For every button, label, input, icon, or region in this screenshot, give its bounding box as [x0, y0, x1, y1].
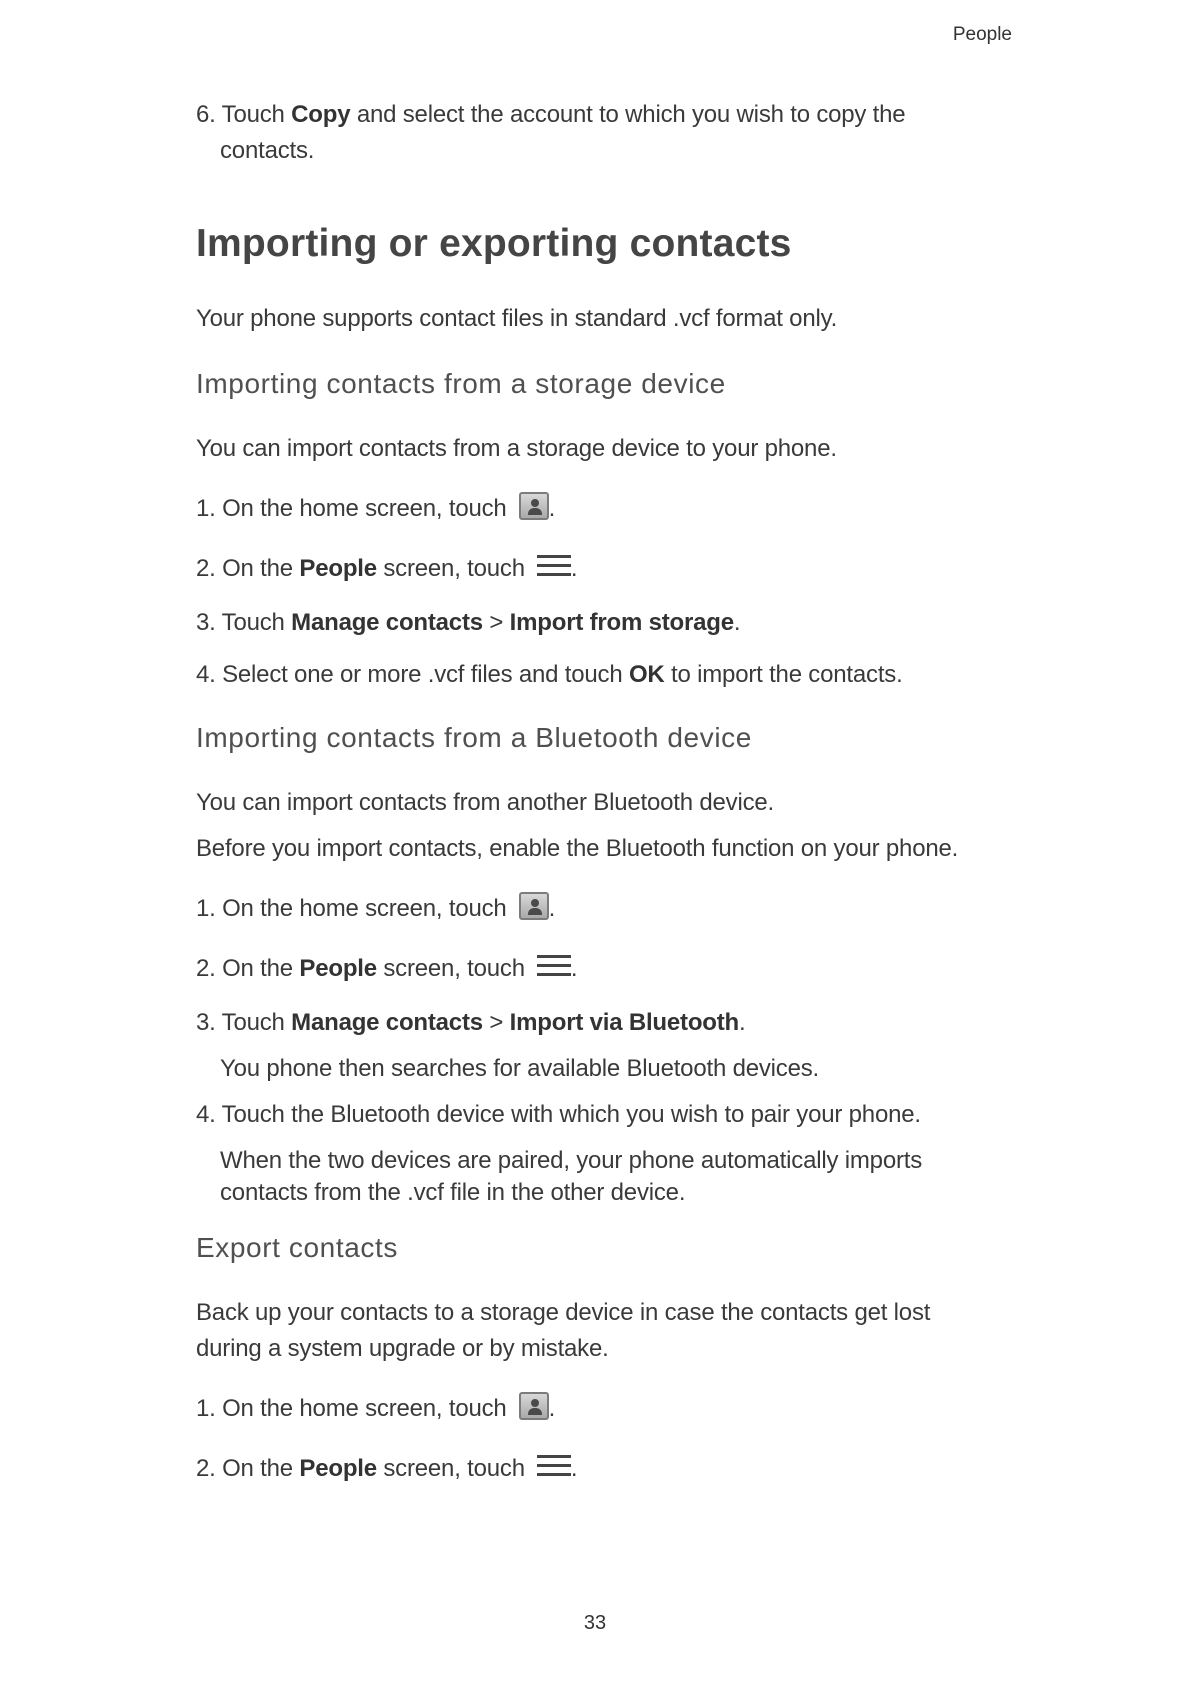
step-6: 6. Touch Copy and select the account to which you wish to copy the — [196, 101, 906, 128]
intro-text: Your phone supports contact files in standard .vcf format only. — [196, 305, 838, 332]
contacts-app-icon — [519, 492, 549, 520]
export-desc-1: Back up your contacts to a storage device in case the contacts get lost — [196, 1299, 931, 1326]
bluetooth-step-3: 3. Touch Manage contacts > Import via Bluetooth. — [196, 1009, 746, 1036]
storage-desc: You can import contacts from a storage device to your phone. — [196, 435, 837, 462]
bluetooth-desc-2: Before you import contacts, enable the Bluetooth function on your phone. — [196, 835, 959, 862]
page-number: 33 — [583, 1612, 607, 1634]
bluetooth-step-1: 1. On the home screen, touch . — [196, 890, 555, 927]
bluetooth-step-2: 2. On the People screen, touch . — [196, 955, 578, 982]
storage-step-2: 2. On the People screen, touch . — [196, 555, 578, 582]
menu-icon — [537, 555, 571, 577]
bluetooth-desc-1: You can import contacts from another Bluetooth device. — [196, 789, 774, 816]
export-desc-2: during a system upgrade or by mistake. — [196, 1335, 609, 1362]
page-title: Importing or exporting contacts — [196, 222, 792, 265]
storage-heading: Importing contacts from a storage device — [196, 368, 726, 399]
menu-icon — [537, 955, 571, 977]
contacts-app-icon — [519, 1392, 549, 1420]
bluetooth-step-4-note-2: contacts from the .vcf file in the other device. — [220, 1179, 686, 1206]
bluetooth-step-3-note: You phone then searches for available Bluetooth devices. — [220, 1055, 820, 1082]
storage-step-1: 1. On the home screen, touch . — [196, 490, 555, 527]
running-header: People — [952, 24, 1012, 45]
storage-step-4: 4. Select one or more .vcf files and touch OK to import the contacts. — [196, 661, 903, 688]
bluetooth-step-4-note-1: When the two devices are paired, your phone automatically imports — [220, 1147, 923, 1174]
export-heading: Export contacts — [196, 1232, 398, 1263]
export-step-2: 2. On the People screen, touch . — [196, 1455, 578, 1482]
menu-icon — [537, 1455, 571, 1477]
contacts-app-icon — [519, 892, 549, 920]
export-step-1: 1. On the home screen, touch . — [196, 1390, 555, 1427]
step-6-cont: contacts. — [220, 137, 315, 164]
bluetooth-step-4: 4. Touch the Bluetooth device with which you wish to pair your phone. — [196, 1101, 921, 1128]
storage-step-3: 3. Touch Manage contacts > Import from storage. — [196, 609, 741, 636]
bluetooth-heading: Importing contacts from a Bluetooth device — [196, 722, 752, 753]
